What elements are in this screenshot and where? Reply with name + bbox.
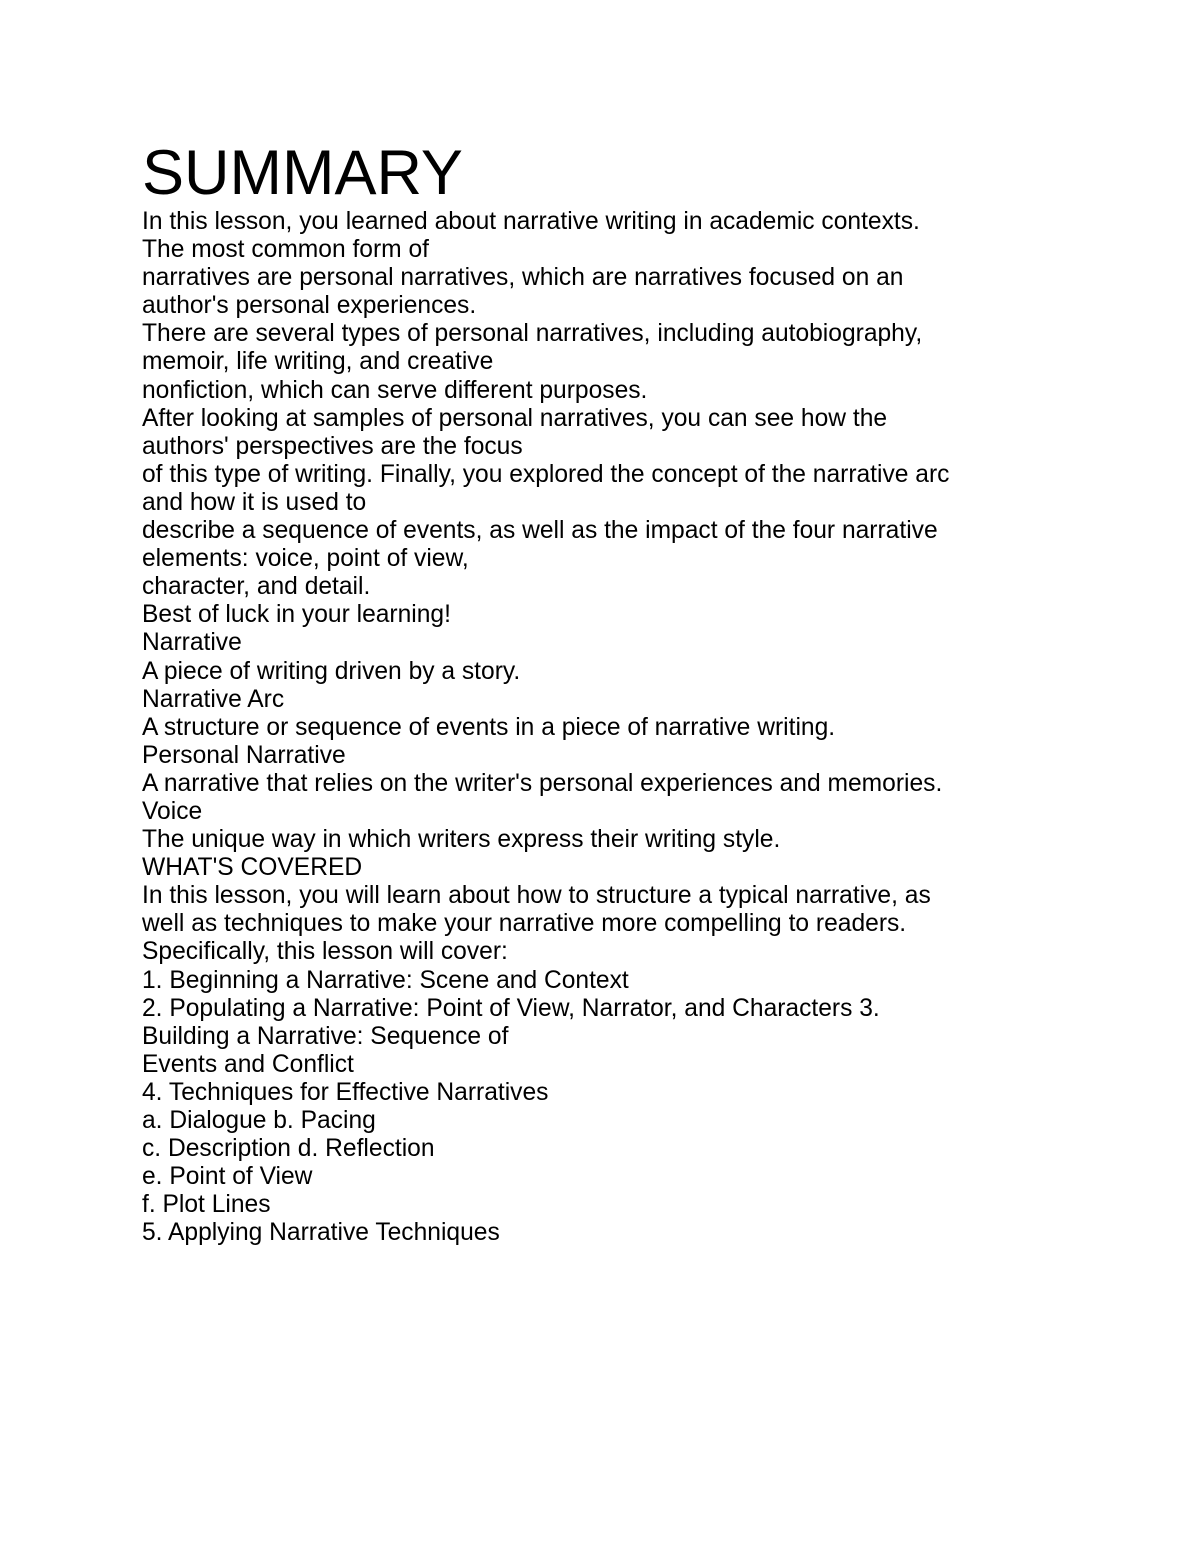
text-line: The most common form of [142, 236, 430, 264]
text-line: character, and detail. [142, 573, 371, 601]
text-line: memoir, life writing, and creative [142, 348, 494, 376]
text-line: The unique way in which writers express their writing style. [142, 826, 781, 854]
text-line: f. Plot Lines [142, 1191, 271, 1219]
text-line: Narrative Arc [142, 685, 285, 713]
text-line: Voice [142, 797, 203, 825]
text-line: In this lesson, you learned about narrative writing in academic contexts. [142, 208, 920, 235]
text-line: a. Dialogue b. Pacing [142, 1107, 376, 1134]
text-line: elements: voice, point of view, [142, 545, 469, 573]
text-line: author's personal experiences. [142, 292, 477, 320]
text-line: WHAT'S COVERED [142, 854, 363, 882]
text-line: 4. Techniques for Effective Narratives [142, 1078, 549, 1106]
text-line: and how it is used to [142, 488, 367, 516]
page-title: SUMMARY [142, 138, 463, 208]
text-line: A piece of writing driven by a story. [142, 657, 521, 685]
text-line: 2. Populating a Narrative: Point of View, Narrator, and Characters 3. [142, 994, 880, 1022]
text-line: authors' perspectives are the focus [142, 432, 523, 460]
text-line: Personal Narrative [142, 741, 346, 769]
text-line: Events and Conflict [142, 1050, 354, 1078]
text-line: e. Point of View [142, 1163, 313, 1191]
document-content [142, 138, 1142, 1247]
text-line: 1. Beginning a Narrative: Scene and Context [142, 966, 629, 994]
text-line: Building a Narrative: Sequence of [142, 1022, 509, 1050]
text-line: describe a sequence of events, as well as the impact of the four narrative [142, 517, 938, 545]
text-line: Specifically, this lesson will cover: [142, 938, 508, 966]
text-line: c. Description d. Reflection [142, 1135, 435, 1163]
text-line: Narrative [142, 629, 242, 657]
text-line: well as techniques to make your narrative more compelling to readers. [142, 910, 907, 938]
text-line: In this lesson, you will learn about how to structure a typical narrative, as [142, 882, 931, 910]
text-line: 5. Applying Narrative Techniques [142, 1219, 500, 1247]
text-line: of this type of writing. Finally, you explored the concept of the narrative arc [142, 460, 950, 488]
text-line: A narrative that relies on the writer's personal experiences and memories. [142, 769, 943, 797]
text-line: Best of luck in your learning! [142, 601, 451, 629]
text-line: After looking at samples of personal narratives, you can see how the [142, 404, 888, 432]
text-lines [142, 208, 1142, 1247]
text-line: A structure or sequence of events in a piece of narrative writing. [142, 713, 836, 741]
text-line: There are several types of personal narratives, including autobiography, [142, 320, 923, 348]
text-line: narratives are personal narratives, which are narratives focused on an [142, 264, 904, 292]
text-line: nonfiction, which can serve different purposes. [142, 376, 648, 404]
